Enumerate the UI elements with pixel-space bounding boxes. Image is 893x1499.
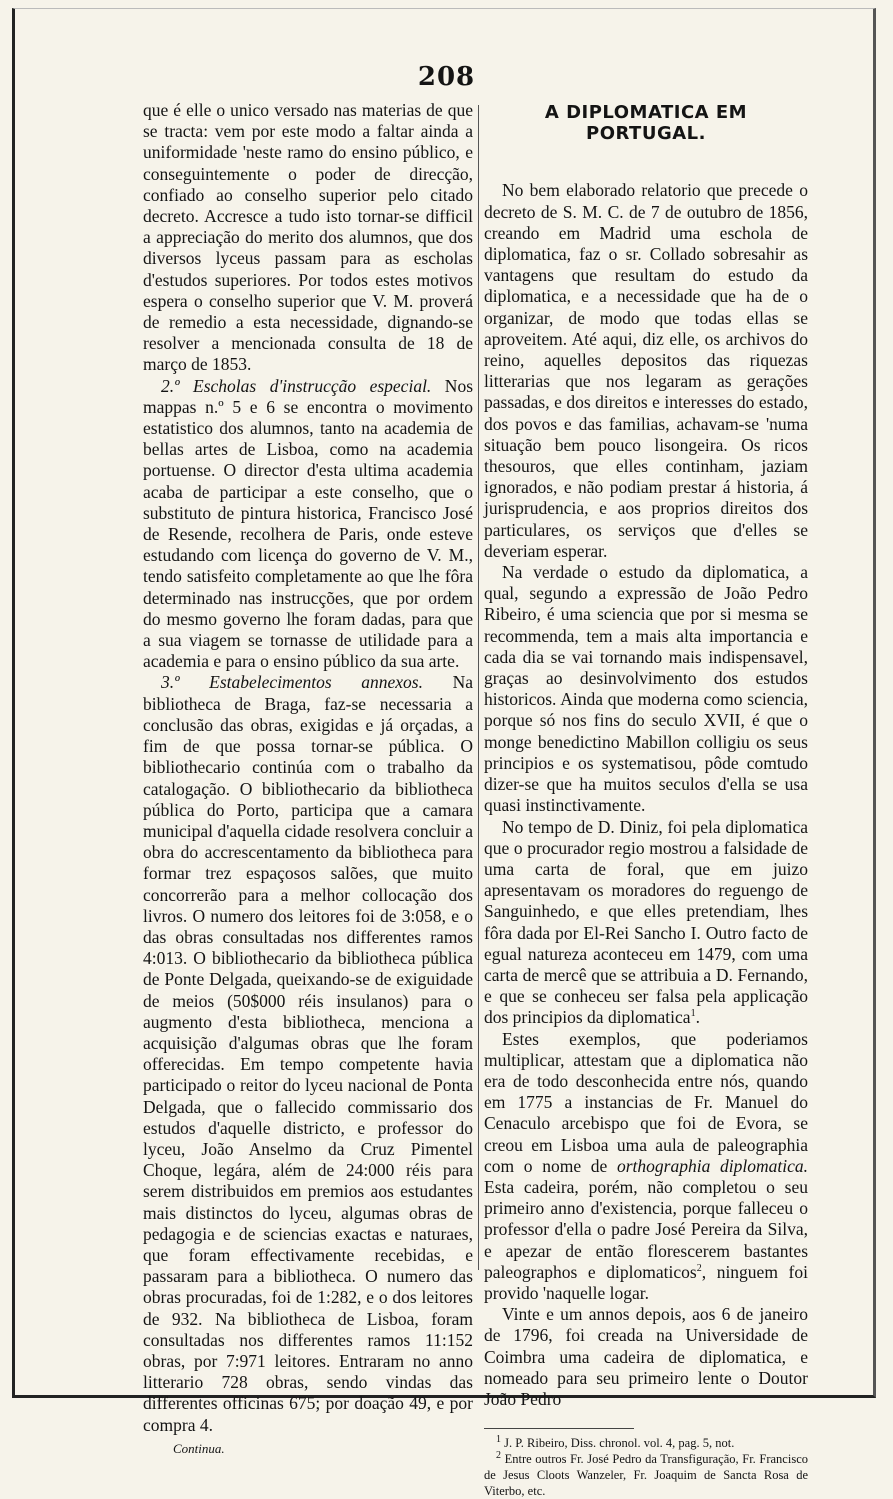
left-column bbox=[143, 100, 473, 1459]
page-number: 208 bbox=[417, 62, 476, 92]
right-paragraph-2: Na verdade o estudo da diplomatica, a qual, segundo a expressão de João Pedro Ribeiro, é uma sciencia que por si mesma se recommenda, tem a mais alta importancia e cada dia se vai tornando mais indispensavel, graças ao desinvolvimento dos estudos historicos. Ainda que moderna como sciencia, porque só nos fins do seculo XVII, é que o monge benedictino Mabillon colligiu os seus principios e os systematisou, pôde comtudo dizer-se que ha muitos seculos d'ella se usa quasi instinctivamente. bbox=[484, 562, 808, 816]
footnote-2 bbox=[484, 1451, 808, 1499]
article-title: A DIPLOMATICA EM PORTUGAL. bbox=[544, 102, 748, 145]
footnote-ref-1: 1 bbox=[690, 1008, 696, 1020]
section-3-text: Na bibliotheca de Braga, faz-se necessaria a conclusão das obras, exigidas e já orçadas, a fim de que possa tornar-se pública. O bibliothecario continúa com o trabalho da catalogação. O bibliothecario da bibliotheca pública do Porto, participa que a camara municipal d'aquella cidade resolvera concluir a obra do accrescentamento da bibliotheca para formar trez espaçosos salões, que muito concorrerão para a melhor collocação dos livros. O numero dos leitores foi de 3:058, e o das obras consultadas nos differentes ramos 4:013. O bibliothecario da bibliotheca pública de Ponte Delgada, queixando-se de exiguidade de meios (50$000 réis insulanos) para o augmento d'esta bibliotheca, menciona a acquisição d'algumas obras que lhe foram offerecidas. Em tempo competente havia participado o reitor do lyceu nacional de Ponta Delgada, que o fallecido commissario dos estudos d'aquelle districto, e professor do lyceu, João Anselmo da Cruz Pimentel Choque, legára, além de 24:000 réis para serem distribuidos em premios aos estudantes mais distinctos do lyceu, algumas obras de pedagogia e de sciencias exactas e naturaes, que foram effectivamente recebidas, e passaram para a bibliotheca. O numero das obras procuradas, foi de 1:282, e o dos leitores de 932. Na bibliotheca de Lisboa, foram consultadas nos differentes ramos 11:152 obras, por 7:971 leitores. Entraram no anno litterario 728 obras, sendo vindas das differentes officinas 675; por doação 49, e por compra 4. bbox=[143, 672, 473, 1435]
right-paragraph-4-italic: orthographia diplomatica. bbox=[617, 1155, 809, 1176]
right-paragraph-1: No bem elaborado relatorio que precede o decreto de S. M. C. de 7 de outubro de 1856, creando em Madrid uma eschola de diplomatica, faz o sr. Collado sobresahir as vantagens que resultam do estudo da diplomatica, e a necessidade que ha de o organizar, de modo que todas ellas se aproveitem. Até aqui, diz elle, os archivos do reino, aquelles depositos das riquezas litterarias que nos legaram as gerações passadas, e dos direitos e interesses do estado, dos povos e das familias, achavam-se 'numa situação bem pouco lisongeira. Os ricos thesouros, que elles continham, jaziam ignorados, e não podiam prestar á historia, á jurisprudencia, e aos proprios direitos dos particulares, os serviços que d'elles se deveriam esperar. bbox=[484, 180, 808, 561]
right-paragraph-3-end: . bbox=[695, 1007, 700, 1028]
right-paragraph-4 bbox=[484, 1029, 808, 1305]
section-2-text: Nos mappas n.º 5 e 6 se encontra o movimento estatistico dos alumnos, tanto na academia de bellas artes de Lisboa, como na academia portuense. O director d'esta ultima academia acaba de participar a este conselho, que o substituto de pintura historica, Francisco José de Resende, recolhera de Paris, onde esteve estudando com licença do governo de V. M., tendo satisfeito completamente ao que lhe fôra determinado nas instrucções, que por ordem do mesmo governo lhe foram dadas, para que a sua viagem se tornasse de utilidade para a academia e para o ensino público da sua arte. bbox=[143, 375, 474, 672]
section-3-paragraph bbox=[143, 672, 473, 1435]
right-paragraph-5: Vinte e um annos depois, aos 6 de janeiro de 1796, foi creada na Universidade de Coimbra uma cadeira de diplomatica, e nomeado para seu primeiro lente o Doutor João Pedro bbox=[484, 1304, 808, 1409]
section-2-label: 2.º Escholas d'instrucção especial. bbox=[161, 375, 432, 396]
footnote-rule bbox=[484, 1428, 634, 1429]
footnote-1-text: J. P. Ribeiro, Diss. chronol. vol. 4, pag. 5, not. bbox=[501, 1436, 735, 1451]
footnotes bbox=[484, 1435, 808, 1499]
footnote-1 bbox=[484, 1435, 808, 1451]
section-3-label: 3.º Estabelecimentos annexos. bbox=[161, 672, 423, 693]
footnote-1-number: 1 bbox=[496, 1434, 501, 1446]
right-paragraph-4-part-c: , ninguem foi provido 'naquelle logar. bbox=[484, 1261, 808, 1303]
section-2-paragraph bbox=[143, 376, 473, 673]
right-paragraph-3-text: No tempo de D. Diniz, foi pela diplomatica que o procurador regio mostrou a falsidade de uma carta de foral, que em juizo apresentavam os moradores do reguengo de Sanguinhedo, e que elles pretendiam, lhes fôra dada por El-Rei Sancho I. Outro facto de egual natureza aconteceu em 1479, com uma carta de mercê que se attribuia a D. Fernando, e que se conheceu ser falsa pela applicação dos principios da diplomatica bbox=[484, 816, 808, 1028]
right-column bbox=[484, 100, 808, 1499]
column-divider bbox=[478, 105, 479, 1270]
right-paragraph-4-part-b: Esta cadeira, porém, não completou o seu primeiro anno d'existencia, porque falleceu o professor d'ella o padre José Pereira da Silva, e apezar de então florescerem bastantes paleographos e diplomaticos bbox=[484, 1176, 808, 1282]
left-paragraph-1: que é elle o unico versado nas materias de que se tracta: vem por este modo a faltar ainda a uniformidade 'neste ramo do ensino público, e conseguintemente o poder de direcção, confiado ao conselho superior pelo citado decreto. Accresce a tudo isto tornar-se difficil a appreciação do merito dos alumnos, que dos diversos lyceus passam para as escholas d'estudos superiores. Por todos estes motivos espera o conselho superior que V. M. proverá de remedio a esta necessidade, dignando-se resolver a mencionada consulta de 18 de março de 1853. bbox=[143, 100, 473, 375]
right-paragraph-4-part-a: Estes exemplos, que poderiamos multiplicar, attestam que a diplomatica não era de todo desconhecida entre nós, quando em 1775 a instancias de Fr. Manuel do Cenaculo arcebispo que foi de Evora, se creou em Lisboa uma aula de paleographia com o nome de bbox=[484, 1028, 808, 1176]
footnote-2-number: 2 bbox=[496, 1450, 501, 1462]
continua-note: Continua. bbox=[173, 1440, 225, 1456]
right-paragraph-3 bbox=[484, 817, 808, 1029]
footnote-ref-2: 2 bbox=[696, 1262, 702, 1274]
footnote-2-text: Entre outros Fr. José Pedro da Transfiguração, Fr. Francisco de Jesus Cloots Wanzeler, Fr. Joaquim de Sancta Rosa de Viterbo, etc. bbox=[484, 1452, 808, 1499]
